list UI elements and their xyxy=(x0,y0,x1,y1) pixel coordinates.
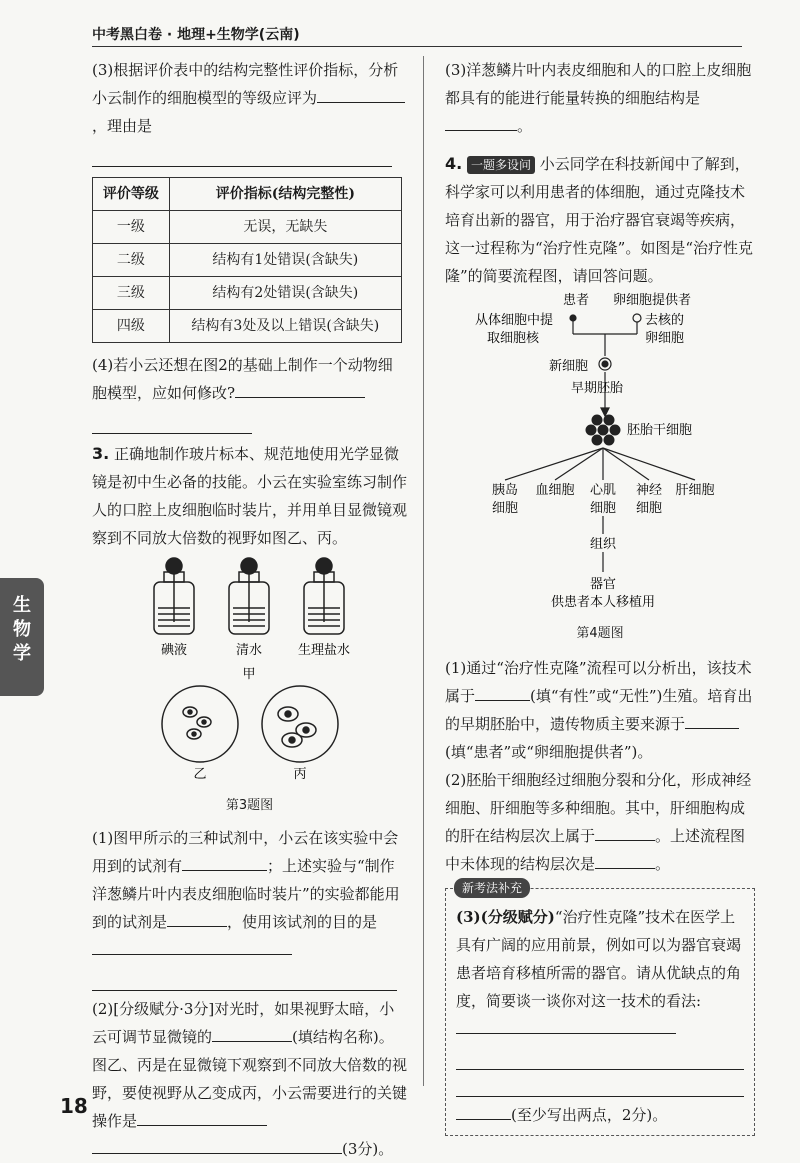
flow-cell-type: 细胞 xyxy=(589,501,617,516)
answer-blank[interactable] xyxy=(685,710,707,729)
answer-line[interactable] xyxy=(456,1074,744,1097)
answer-line[interactable] xyxy=(92,144,392,167)
flow-cell-type: 胰岛 xyxy=(491,483,519,498)
answer-blank[interactable] xyxy=(167,908,227,927)
bottle-label: 清水 xyxy=(235,643,263,658)
answer-blank[interactable] xyxy=(182,852,267,871)
subject-side-tab xyxy=(0,578,44,696)
microscope-view-yi xyxy=(162,686,238,762)
answer-blank[interactable] xyxy=(445,112,505,131)
left-column xyxy=(92,56,407,1163)
answer-line[interactable] xyxy=(92,411,252,434)
flow-cell-type: 心肌 xyxy=(589,483,617,498)
side-tab-char: 学 xyxy=(13,643,31,664)
q3-1-question: (1)图甲所示的三种试剂中，小云在该实验中会用到的试剂有 ；上述实验与“制作洋葱鳞片叶内表皮细胞临时装片”的实验都能用到的试剂是 ，使用该试剂的目的是 xyxy=(92,824,407,964)
bottle-saline xyxy=(304,558,344,634)
table-row: 二级 结构有1处错误(含缺失) xyxy=(93,244,402,277)
bottle-label: 碘液 xyxy=(160,643,188,658)
answer-blank[interactable] xyxy=(707,710,739,729)
q4-2-question: (2)胚胎干细胞经过细胞分裂和分化，形成神经细胞、肝细胞等多种细胞。其中，肝细胞构成的肝在结构层次上属于 。上述流程图中未体现的结构层次是 。 xyxy=(445,771,752,873)
answer-blank[interactable] xyxy=(595,850,655,869)
figure-3-caption: 第3题图 xyxy=(225,798,274,813)
q2-4-question: (4)若小云还想在图2的基础上制作一个动物细胞模型，应如何修改? xyxy=(92,356,393,402)
figure-4-caption: 第4题图 xyxy=(576,626,624,641)
flow-donor: 卵细胞提供者 xyxy=(613,293,692,308)
flow-tissue: 组织 xyxy=(589,537,617,552)
answer-blank[interactable] xyxy=(456,1101,511,1120)
answer-line[interactable] xyxy=(92,968,397,991)
microscope-view-bing xyxy=(262,686,338,762)
flow-embryo: 早期胚胎 xyxy=(571,381,624,396)
q4-3-question: (3)(分级赋分)“治疗性克隆”技术在医学上具有广阔的应用前景，例如可以为器官衰竭患者培育移植所需的器官。请从优缺点的角度，简要谈一谈你对这一技术的看法: xyxy=(456,903,744,1043)
figure-label-bing: 丙 xyxy=(293,767,307,782)
figure-label-yi: 乙 xyxy=(193,767,207,782)
side-tab-char: 物 xyxy=(13,619,31,640)
q3-3-question: (3)洋葱鳞片叶内表皮细胞和人的口腔上皮细胞都具有的能进行能量转换的细胞结构是。 xyxy=(445,61,752,135)
column-divider xyxy=(423,56,424,1086)
flow-cell-type: 细胞 xyxy=(491,501,519,516)
bottle-label: 生理盐水 xyxy=(297,643,351,658)
evaluation-table xyxy=(92,177,402,343)
answer-blank[interactable] xyxy=(456,1015,676,1034)
q2-3-question: (3)根据评价表中的结构完整性评价指标，分析小云制作的细胞模型的等级应评为，理由是 xyxy=(92,56,407,140)
answer-blank[interactable] xyxy=(377,84,405,103)
page-number: 18 xyxy=(60,1094,88,1118)
flow-take-nucleus: 从体细胞中提 xyxy=(475,313,554,328)
q4-tag: 一题多设问 xyxy=(467,156,535,174)
answer-blank[interactable] xyxy=(595,822,655,841)
bottle-iodine xyxy=(154,558,194,634)
flow-patient: 患者 xyxy=(563,293,590,308)
q4-1-question: (1)通过“治疗性克隆”流程可以分析出，该技术属于 (填“有性”或“无性”)生殖。培育出的早期胚胎中，遗传物质主要来源于(填“患者”或“卵细胞提供者”)。 xyxy=(445,659,753,761)
flow-take-nucleus: 取细胞核 xyxy=(487,331,540,346)
side-tab-char: 生 xyxy=(13,595,31,616)
flow-cell-type: 血细胞 xyxy=(535,483,575,498)
figure-4-flowchart xyxy=(445,290,755,620)
supplement-tag: 新考法补充 xyxy=(454,878,530,898)
figure-3 xyxy=(92,552,407,792)
flow-cell-type: 细胞 xyxy=(635,501,663,516)
bottle-water xyxy=(229,558,269,634)
table-row: 四级 结构有3处及以上错误(含缺失) xyxy=(93,310,402,343)
answer-blank[interactable] xyxy=(317,84,377,103)
answer-blank[interactable] xyxy=(475,682,530,701)
table-header: 评价指标(结构完整性) xyxy=(169,178,401,211)
table-row: 一级 无误，无缺失 xyxy=(93,211,402,244)
flow-stem-cells: 胚胎干细胞 xyxy=(627,423,693,438)
q3-stem: 3. 正确地制作玻片标本、规范地使用光学显微镜是初中生必备的技能。小云在实验室练习制作人的口腔上皮细胞临时装片，并用单目显微镜观察到不同放大倍数的视野如图乙、丙。 xyxy=(92,444,408,547)
running-header: 中考黑白卷 · 地理+生物学(云南) xyxy=(92,27,300,43)
figure-label-jia: 甲 xyxy=(242,667,256,682)
stem-cell-cluster xyxy=(586,415,620,445)
new-method-supplement-box xyxy=(445,881,755,1136)
q3-2-question: (2)[分级赋分·3分]对光时，如果视野太暗，小云可调节显微镜的 (填结构名称)。图乙、丙是在显微镜下观察到不同放大倍数的视野，要使视野从乙变成丙，小云需要进行的关键操作是 xyxy=(92,1000,408,1130)
answer-blank[interactable] xyxy=(505,112,517,131)
answer-blank[interactable] xyxy=(235,379,365,398)
flow-organ: 器官 xyxy=(589,577,617,592)
header-rule xyxy=(92,46,742,47)
table-row: 三级 结构有2处错误(含缺失) xyxy=(93,277,402,310)
answer-blank[interactable] xyxy=(92,1135,342,1154)
table-header: 评价等级 xyxy=(93,178,170,211)
right-column xyxy=(445,56,755,1136)
flow-transplant: 供患者本人移植用 xyxy=(550,595,656,610)
flow-new-cell: 新细胞 xyxy=(549,359,589,374)
answer-blank[interactable] xyxy=(137,1107,267,1126)
q3-2-score-line: (3分)。 xyxy=(92,1135,407,1163)
flow-cell-type: 肝细胞 xyxy=(675,483,715,498)
q4-stem: 4. 一题多设问 小云同学在科技新闻中了解到，科学家可以利用患者的体细胞，通过克隆技术培育出新的器官，用于治疗器官衰竭等疾病，这一过程称为“治疗性克隆”。如图是“治疗性克隆”的简要流程图，请回答问题。 xyxy=(445,154,754,285)
flow-enucleated: 卵细胞 xyxy=(645,331,685,346)
answer-blank[interactable] xyxy=(212,1023,292,1042)
flow-cell-type: 神经 xyxy=(635,483,663,498)
q4-3-tail: (至少写出两点，2分)。 xyxy=(456,1101,744,1129)
answer-blank[interactable] xyxy=(92,936,292,955)
answer-line[interactable] xyxy=(456,1047,744,1070)
flow-enucleated: 去核的 xyxy=(645,313,685,328)
